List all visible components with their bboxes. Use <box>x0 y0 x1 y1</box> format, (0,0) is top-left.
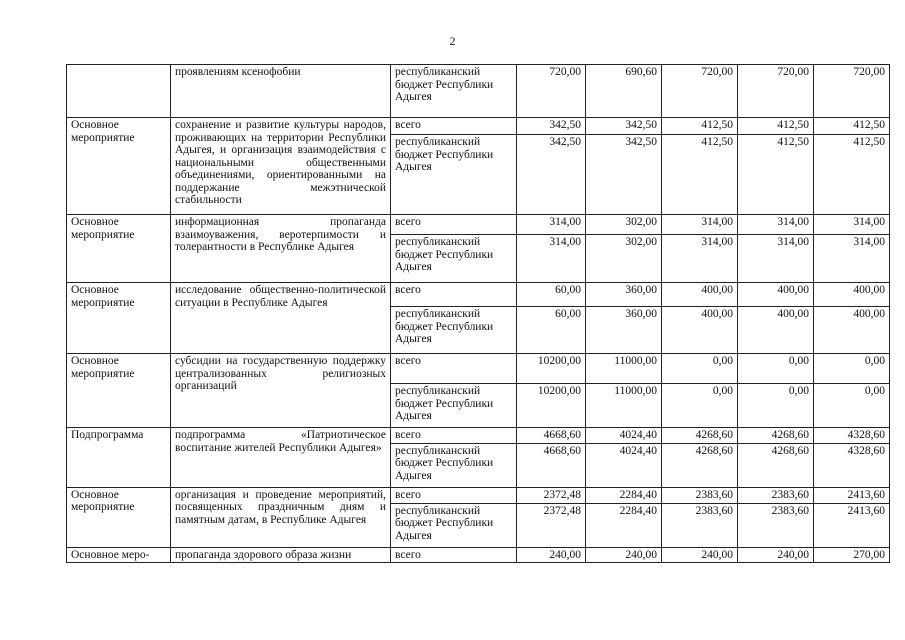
funding-source-cell: всего <box>391 215 517 235</box>
amount-cell: 314,00 <box>814 235 890 283</box>
funding-source-cell: всего <box>391 118 517 135</box>
amount-cell: 4268,60 <box>662 443 738 487</box>
amount-cell: 4328,60 <box>814 443 890 487</box>
table-row <box>67 354 890 384</box>
amount-cell: 2383,60 <box>662 487 738 503</box>
amount-cell: 400,00 <box>814 283 890 307</box>
status-cell: Основное мероприятие <box>67 215 171 283</box>
amount-cell: 314,00 <box>738 235 814 283</box>
amount-cell: 360,00 <box>586 283 662 307</box>
amount-cell: 4268,60 <box>738 428 814 444</box>
funding-source-cell: республиканский бюджет Республики Адыгея <box>391 235 517 283</box>
status-cell: Основное мероприятие <box>67 283 171 354</box>
amount-cell: 240,00 <box>738 547 814 563</box>
funding-source-cell: республиканский бюджет Республики Адыгея <box>391 503 517 547</box>
amount-cell: 2383,60 <box>738 487 814 503</box>
amount-cell: 342,50 <box>517 135 586 215</box>
amount-cell: 240,00 <box>662 547 738 563</box>
amount-cell: 314,00 <box>662 235 738 283</box>
measure-name-cell: исследование общественно-политической ситуации в Республике Адыгея <box>171 283 391 354</box>
amount-cell: 240,00 <box>586 547 662 563</box>
amount-cell: 2383,60 <box>662 503 738 547</box>
amount-cell: 4328,60 <box>814 428 890 444</box>
amount-cell: 400,00 <box>738 283 814 307</box>
funding-source-cell: республиканский бюджет Республики Адыгея <box>391 307 517 354</box>
amount-cell: 412,50 <box>814 118 890 135</box>
measure-name-cell: пропаганда здорового образа жизни <box>171 547 391 563</box>
amount-cell: 270,00 <box>814 547 890 563</box>
amount-cell: 314,00 <box>662 215 738 235</box>
amount-cell: 2413,60 <box>814 487 890 503</box>
table-row <box>67 283 890 307</box>
table-row <box>67 487 890 503</box>
status-cell: Основное мероприятие <box>67 487 171 547</box>
page-number: 2 <box>449 34 456 48</box>
amount-cell: 720,00 <box>662 65 738 118</box>
measure-name-cell: сохранение и развитие культуры народов, проживающих на территории Республики Адыгея, и организация взаимодействия с национальными общественными объединениями, ориентированными на поддержание межэтнической стабильности <box>171 118 391 215</box>
amount-cell: 0,00 <box>738 354 814 384</box>
amount-cell: 0,00 <box>662 354 738 384</box>
table-row <box>67 215 890 235</box>
amount-cell: 4268,60 <box>662 428 738 444</box>
measure-name-cell: проявлениям ксенофобии <box>171 65 391 118</box>
amount-cell: 10200,00 <box>517 384 586 428</box>
budget-table-body <box>67 65 890 563</box>
amount-cell: 314,00 <box>814 215 890 235</box>
funding-source-cell: республиканский бюджет Республики Адыгея <box>391 443 517 487</box>
amount-cell: 0,00 <box>814 354 890 384</box>
amount-cell: 4668,60 <box>517 428 586 444</box>
amount-cell: 400,00 <box>738 307 814 354</box>
amount-cell: 10200,00 <box>517 354 586 384</box>
amount-cell: 314,00 <box>517 215 586 235</box>
amount-cell: 412,50 <box>662 118 738 135</box>
amount-cell: 412,50 <box>738 135 814 215</box>
funding-source-cell: республиканский бюджет Республики Адыгея <box>391 135 517 215</box>
amount-cell: 314,00 <box>738 215 814 235</box>
amount-cell: 412,50 <box>662 135 738 215</box>
funding-source-cell: всего <box>391 487 517 503</box>
amount-cell: 412,50 <box>738 118 814 135</box>
measure-name-cell: информационная пропаганда взаимоуважения, веротерпимости и толерантности в Республике Адыгея <box>171 215 391 283</box>
amount-cell: 342,50 <box>517 118 586 135</box>
amount-cell: 60,00 <box>517 283 586 307</box>
funding-source-cell: всего <box>391 547 517 563</box>
funding-source-cell: всего <box>391 354 517 384</box>
amount-cell: 314,00 <box>517 235 586 283</box>
amount-cell: 0,00 <box>814 384 890 428</box>
amount-cell: 0,00 <box>738 384 814 428</box>
amount-cell: 2372,48 <box>517 503 586 547</box>
table-row <box>67 65 890 118</box>
status-cell: Подпрограмма <box>67 428 171 488</box>
funding-source-cell: всего <box>391 428 517 444</box>
amount-cell: 4024,40 <box>586 428 662 444</box>
measure-name-cell: организация и проведение мероприятий, посвященных праздничным дням и памятным датам, в Республике Адыгея <box>171 487 391 547</box>
funding-source-cell: республиканский бюджет Республики Адыгея <box>391 384 517 428</box>
measure-name-cell: субсидии на государственную поддержку централизованных религиозных организаций <box>171 354 391 428</box>
amount-cell: 342,50 <box>586 118 662 135</box>
amount-cell: 2383,60 <box>738 503 814 547</box>
table-row <box>67 118 890 135</box>
amount-cell: 4668,60 <box>517 443 586 487</box>
amount-cell: 2413,60 <box>814 503 890 547</box>
table-row <box>67 547 890 563</box>
status-cell: Основное меро- <box>67 547 171 563</box>
status-cell: Основное мероприятие <box>67 354 171 428</box>
amount-cell: 360,00 <box>586 307 662 354</box>
amount-cell: 720,00 <box>517 65 586 118</box>
amount-cell: 11000,00 <box>586 354 662 384</box>
amount-cell: 4268,60 <box>738 443 814 487</box>
amount-cell: 342,50 <box>586 135 662 215</box>
amount-cell: 720,00 <box>814 65 890 118</box>
amount-cell: 0,00 <box>662 384 738 428</box>
amount-cell: 2372,48 <box>517 487 586 503</box>
status-cell <box>67 65 171 118</box>
budget-table <box>66 64 890 563</box>
amount-cell: 720,00 <box>738 65 814 118</box>
amount-cell: 4024,40 <box>586 443 662 487</box>
amount-cell: 2284,40 <box>586 487 662 503</box>
status-cell: Основное мероприятие <box>67 118 171 215</box>
funding-source-cell: республиканский бюджет Республики Адыгея <box>391 65 517 118</box>
amount-cell: 400,00 <box>814 307 890 354</box>
funding-source-cell: всего <box>391 283 517 307</box>
amount-cell: 240,00 <box>517 547 586 563</box>
measure-name-cell: подпрограмма «Патриотическое воспитание жителей Республики Адыгея» <box>171 428 391 488</box>
amount-cell: 2284,40 <box>586 503 662 547</box>
amount-cell: 400,00 <box>662 307 738 354</box>
amount-cell: 690,60 <box>586 65 662 118</box>
amount-cell: 400,00 <box>662 283 738 307</box>
amount-cell: 302,00 <box>586 215 662 235</box>
table-row <box>67 428 890 444</box>
amount-cell: 412,50 <box>814 135 890 215</box>
amount-cell: 302,00 <box>586 235 662 283</box>
amount-cell: 60,00 <box>517 307 586 354</box>
amount-cell: 11000,00 <box>586 384 662 428</box>
